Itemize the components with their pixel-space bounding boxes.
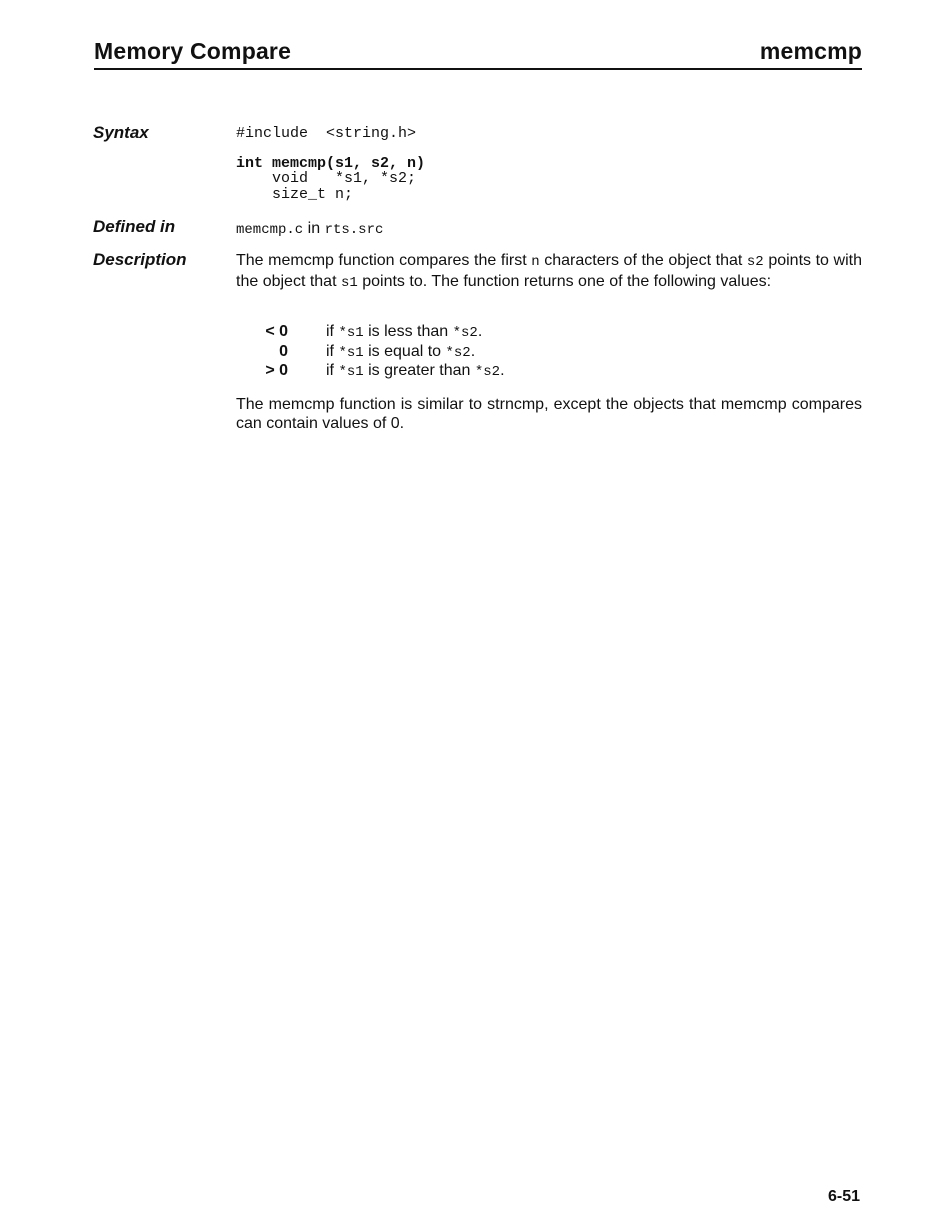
return-desc-text: . (477, 323, 483, 340)
code-star-s1: *s1 (338, 345, 364, 361)
defined-in-connector: in (303, 220, 325, 237)
defined-in-archive: rts.src (324, 222, 384, 238)
return-desc-text: if (326, 343, 339, 360)
return-desc-text: . (500, 362, 505, 379)
code-star-s1: *s1 (338, 325, 364, 341)
description-paragraph-1 (236, 251, 862, 293)
description-label: Description (93, 250, 187, 269)
description-text: The memcmp function compares the first (236, 252, 532, 269)
syntax-label: Syntax (93, 123, 149, 142)
header-rule (94, 68, 862, 70)
description-text: characters of the object that (539, 252, 747, 269)
return-value-description (326, 342, 475, 363)
return-desc-text: is less than (363, 323, 453, 340)
code-star-s2: *s2 (452, 325, 478, 341)
return-desc-text: if (326, 362, 339, 379)
return-value: > 0 (265, 362, 288, 379)
description-text: points to with the object that (236, 252, 863, 290)
return-value-description (326, 322, 482, 343)
page-number: 6-51 (827, 1188, 860, 1205)
description-paragraph-2: The memcmp function is similar to strncmp, except the objects that memcmp compares can contain values of 0. (236, 396, 862, 432)
defined-in-label: Defined in (93, 217, 176, 236)
return-desc-text: is equal to (363, 343, 446, 360)
return-desc-text: if (326, 323, 339, 340)
code-s1: s1 (340, 275, 358, 291)
code-n: n (531, 254, 540, 270)
return-value-description (326, 361, 505, 382)
function-name-heading: memcmp (759, 38, 862, 64)
defined-in-file: memcmp.c (236, 222, 304, 238)
description-text: points to. The function returns one of the following values: (357, 273, 772, 290)
code-star-s1: *s1 (338, 364, 364, 380)
prototype-keyword: int (236, 155, 264, 172)
syntax-param-line-1: void *s1, *s2; (236, 170, 417, 187)
code-star-s2: *s2 (445, 345, 471, 361)
page-header (94, 38, 862, 68)
syntax-prototype-line (236, 155, 425, 171)
return-value: < 0 (265, 323, 288, 340)
syntax-param-line-2: size_t n; (236, 186, 354, 203)
code-s2: s2 (746, 254, 764, 270)
syntax-include-line: #include <string.h> (236, 125, 417, 142)
return-value: 0 (279, 343, 288, 360)
page-title: Memory Compare (94, 38, 292, 64)
code-star-s2: *s2 (474, 364, 501, 380)
prototype-signature: memcmp(s1, s2, n) (263, 155, 426, 172)
return-desc-text: is greater than (363, 362, 475, 379)
return-desc-text: . (470, 343, 476, 360)
defined-in-value (236, 219, 862, 240)
